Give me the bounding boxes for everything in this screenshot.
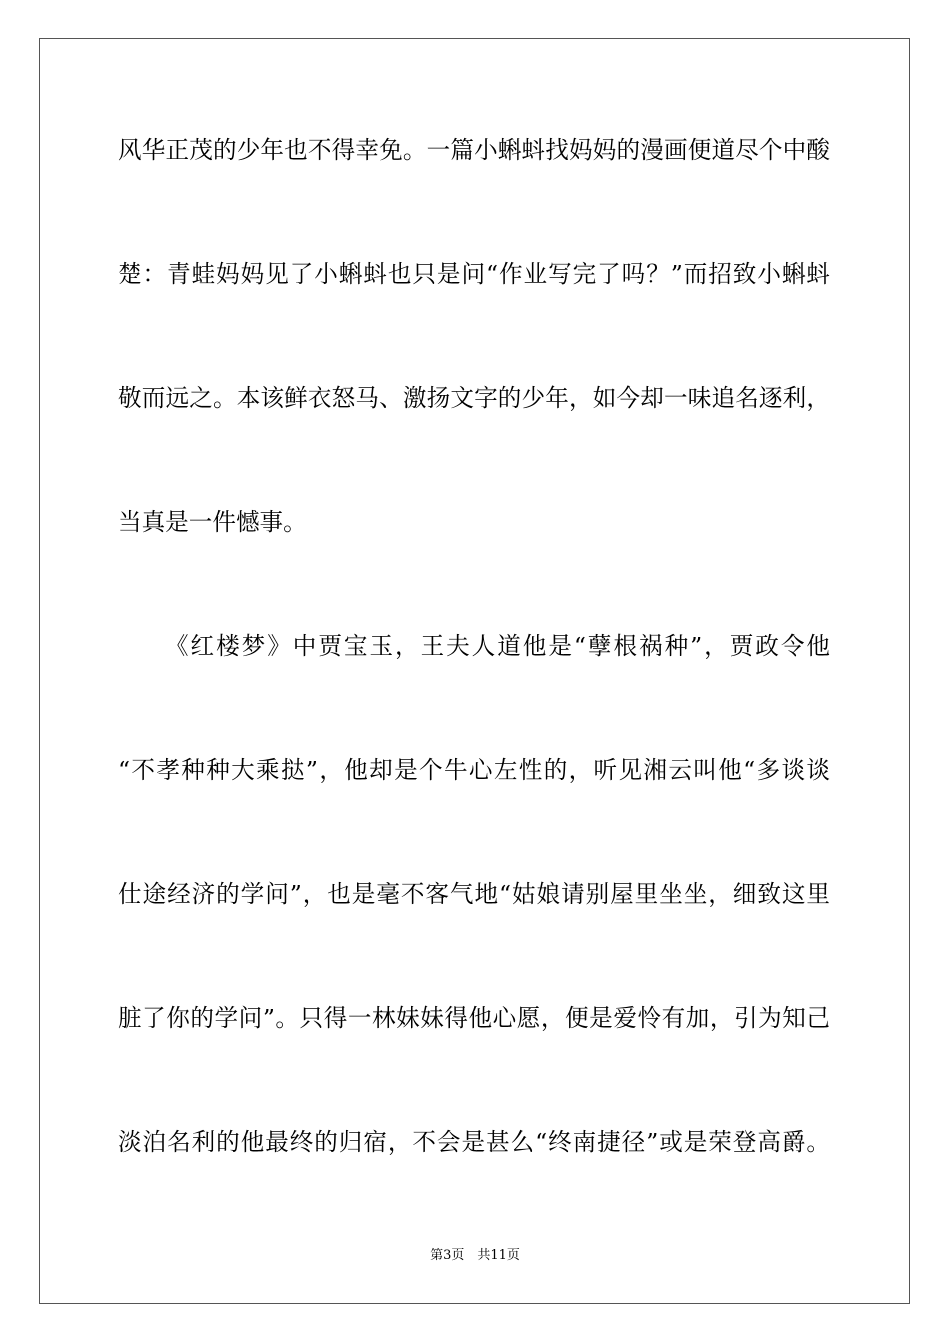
body-text-line: 淡泊名利的他最终的归宿，不会是甚么“终南捷径”或是荣登高爵。: [118, 1128, 830, 1156]
body-text-line: 敬而远之。本该鲜衣怒马、激扬文字的少年，如今却一味追名逐利，: [118, 384, 830, 412]
body-text-line: 风华正茂的少年也不得幸免。一篇小蝌蚪找妈妈的漫画便道尽个中酸: [118, 136, 830, 164]
page-border: [39, 38, 910, 1304]
page-number: 第3页 共11页: [430, 1248, 520, 1263]
body-text-line: 脏了你的学问”。只得一林妹妹得他心愿，便是爱怜有加，引为知己: [118, 1004, 830, 1032]
body-text-line: 楚：青蛙妈妈见了小蝌蚪也只是问“作业写完了吗？”而招致小蝌蚪: [118, 260, 830, 288]
body-text-line: “不孝种种大乘挞”，他却是个牛心左性的，听见湘云叫他“多谈谈: [118, 756, 830, 784]
paragraph-first-line: 《红楼梦》中贾宝玉，王夫人道他是“孽根祸种”，贾政令他: [165, 632, 830, 660]
body-text-line: 仕途经济的学问”，也是毫不客气地“姑娘请别屋里坐坐，细致这里: [118, 880, 830, 908]
body-text-line: 当真是一件憾事。: [118, 508, 307, 536]
